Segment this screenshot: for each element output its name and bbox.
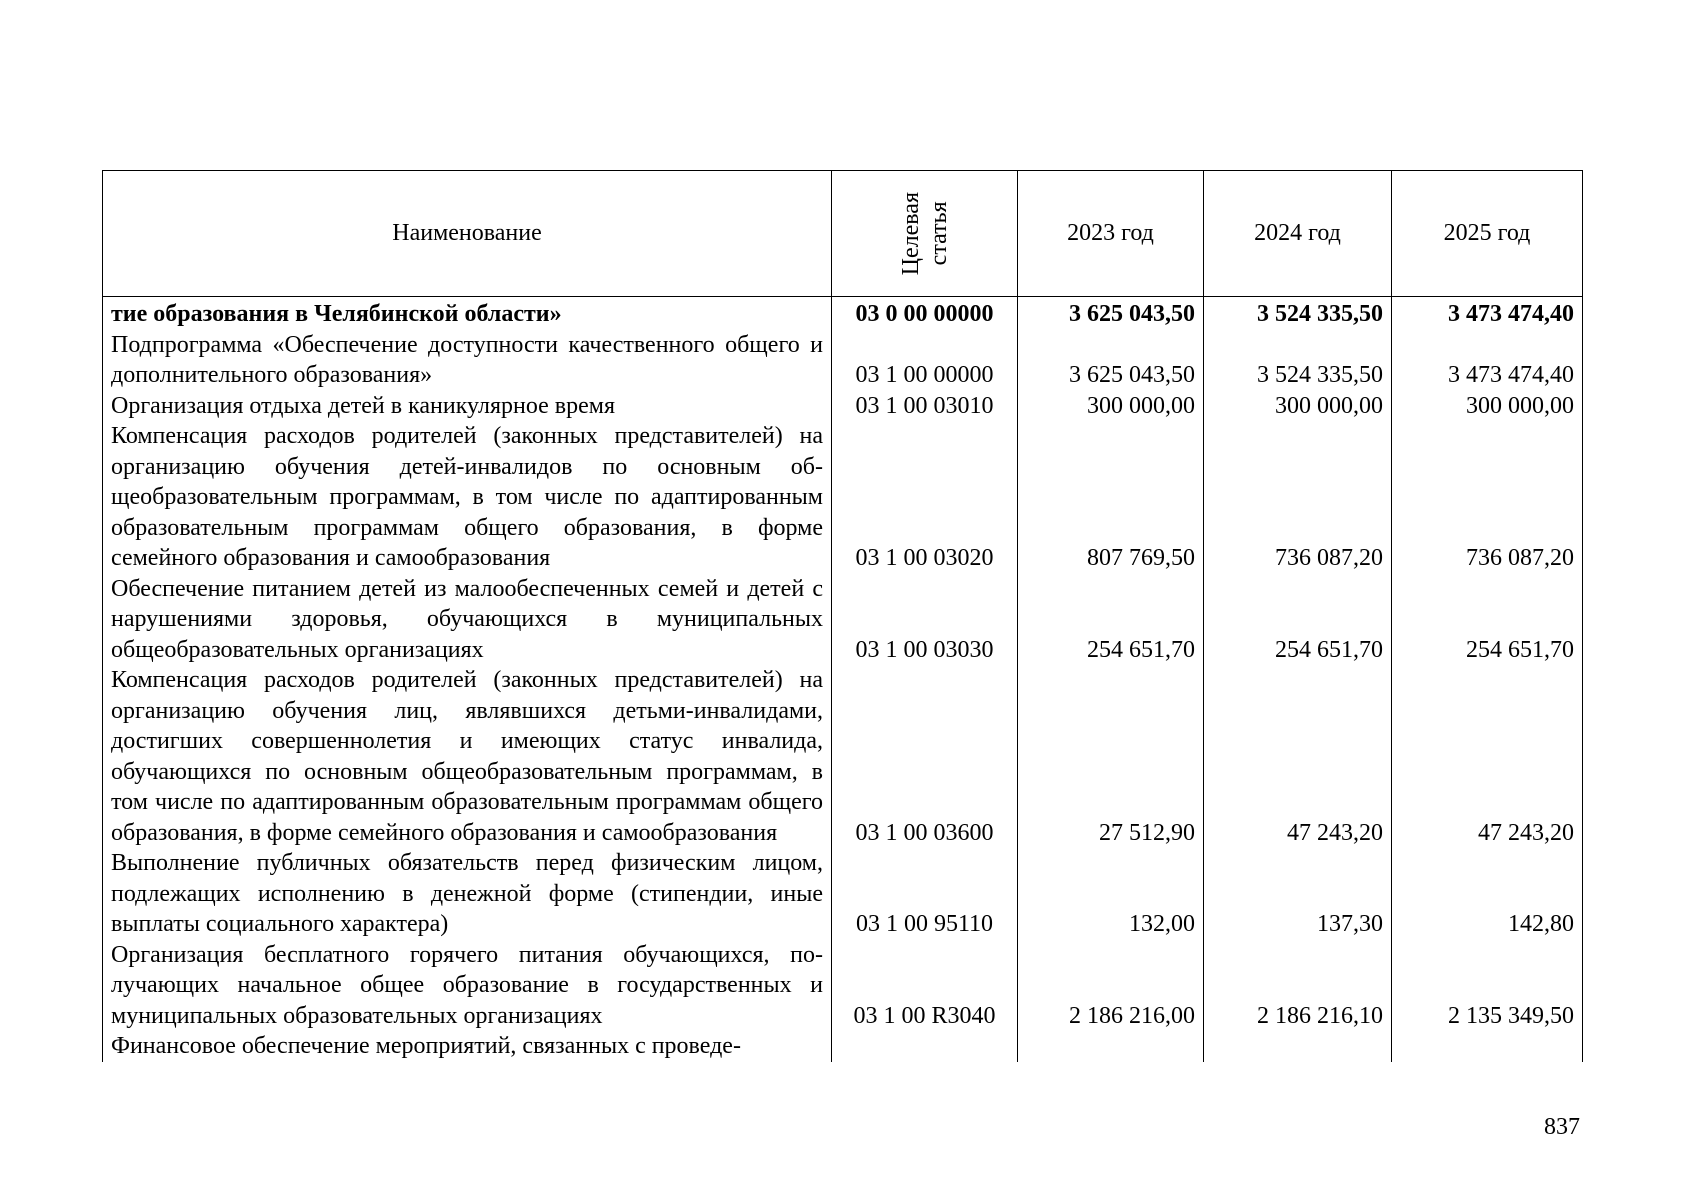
- row-value-2025: 47 243,20: [1392, 665, 1583, 848]
- row-code: 03 1 00 95110: [832, 848, 1018, 940]
- table-row: [103, 1031, 1583, 1062]
- header-2023: 2023 год: [1018, 171, 1204, 297]
- row-value-2023: 27 512,90: [1018, 665, 1204, 848]
- header-code-label: Целевая статья: [897, 191, 952, 276]
- row-value-2025: 3 473 474,40: [1392, 297, 1583, 330]
- row-code: [832, 1031, 1018, 1062]
- row-code: 03 1 00 03020: [832, 421, 1018, 574]
- row-code: 03 1 00 03600: [832, 665, 1018, 848]
- header-code: [832, 171, 1018, 297]
- row-value-2025: 142,80: [1392, 848, 1583, 940]
- row-value-2023: 300 000,00: [1018, 391, 1204, 422]
- row-value-2025: 300 000,00: [1392, 391, 1583, 422]
- row-name: Организация бесплатного горячего питания обучающихся, получающих начальное общее образование в государственных и муниципальных образовательных организациях: [103, 940, 832, 1032]
- header-2025: 2025 год: [1392, 171, 1583, 297]
- row-value-2025: 736 087,20: [1392, 421, 1583, 574]
- row-value-2023: 2 186 216,00: [1018, 940, 1204, 1032]
- row-value-2024: 2 186 216,10: [1204, 940, 1392, 1032]
- header-name: Наименование: [103, 171, 832, 297]
- row-code: 03 1 00 R3040: [832, 940, 1018, 1032]
- row-name: Компенсация расходов родителей (законных представителей) на организацию обучения лиц, являвшихся детьми-инвалидами, достигших совершеннолетия и имеющих статус инвалида, обучающихся по основным общеобразовательным программам, в том числе по адаптированным образовательным программам общего образования, в форме семейного образования и самообразования: [103, 665, 832, 848]
- table-row: [103, 421, 1583, 574]
- row-name: тие образования в Челябинской области»: [103, 297, 832, 330]
- table-row: [103, 297, 1583, 330]
- row-value-2024: 47 243,20: [1204, 665, 1392, 848]
- table-row: [103, 330, 1583, 391]
- row-name: Финансовое обеспечение мероприятий, связанных с проведе-: [103, 1031, 832, 1062]
- row-value-2024: 3 524 335,50: [1204, 330, 1392, 391]
- table-row: [103, 940, 1583, 1032]
- row-value-2023: 132,00: [1018, 848, 1204, 940]
- row-value-2025: 3 473 474,40: [1392, 330, 1583, 391]
- row-value-2023: 807 769,50: [1018, 421, 1204, 574]
- row-value-2024: 300 000,00: [1204, 391, 1392, 422]
- row-value-2023: 3 625 043,50: [1018, 297, 1204, 330]
- row-value-2024: 137,30: [1204, 848, 1392, 940]
- row-value-2024: 3 524 335,50: [1204, 297, 1392, 330]
- row-name: Компенсация расходов родителей (законных представителей) на организацию обучения детей-инвалидов по основным общеобразовательным программам, в том числе по адаптированным образовательным программам общего образования, в форме семейного образования и самообразования: [103, 421, 832, 574]
- row-value-2023: 3 625 043,50: [1018, 330, 1204, 391]
- row-name: Подпрограмма «Обеспечение доступности качественного общего и дополнительного образования»: [103, 330, 832, 391]
- row-value-2023: 254 651,70: [1018, 574, 1204, 666]
- row-code: 03 1 00 03030: [832, 574, 1018, 666]
- row-code: 03 1 00 00000: [832, 330, 1018, 391]
- row-value-2024: 736 087,20: [1204, 421, 1392, 574]
- row-code: 03 1 00 03010: [832, 391, 1018, 422]
- table-row: [103, 665, 1583, 848]
- row-name: Организация отдыха детей в каникулярное время: [103, 391, 832, 422]
- page-number: 837: [1544, 1114, 1580, 1140]
- row-value-2023: [1018, 1031, 1204, 1062]
- row-name: Выполнение публичных обязательств перед физическим лицом, подлежащих исполнению в денежной форме (стипендии, иные выплаты социального характера): [103, 848, 832, 940]
- row-value-2024: [1204, 1031, 1392, 1062]
- table-row: [103, 391, 1583, 422]
- table-row: [103, 574, 1583, 666]
- row-code: 03 0 00 00000: [832, 297, 1018, 330]
- row-value-2024: 254 651,70: [1204, 574, 1392, 666]
- row-value-2025: [1392, 1031, 1583, 1062]
- budget-table: [102, 170, 1583, 1062]
- header-2024: 2024 год: [1204, 171, 1392, 297]
- row-name: Обеспечение питанием детей из малообеспеченных семей и детей с нарушениями здоровья, обучающихся в муниципальных общеобразовательных организациях: [103, 574, 832, 666]
- row-value-2025: 2 135 349,50: [1392, 940, 1583, 1032]
- table-row: [103, 848, 1583, 940]
- table-header-row: [103, 171, 1583, 297]
- row-value-2025: 254 651,70: [1392, 574, 1583, 666]
